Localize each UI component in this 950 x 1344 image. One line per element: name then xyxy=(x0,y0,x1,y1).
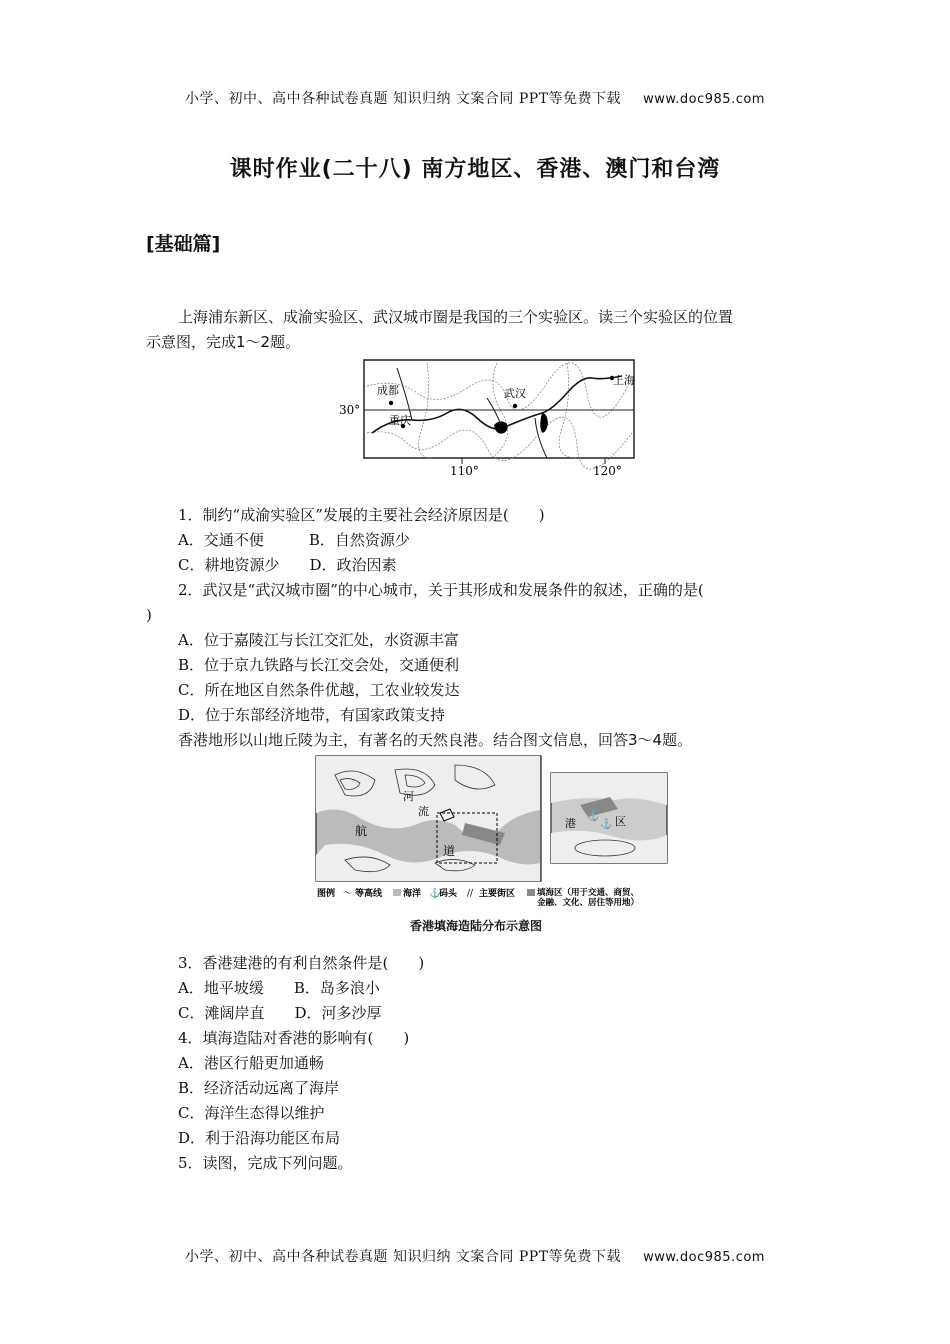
q2-stem: 2．武汉是“武汉城市圈”的中心城市，关于其形成和发展条件的叙述，正确的是( xyxy=(178,581,704,599)
anchor-icon: ⚓ xyxy=(587,811,600,822)
label-he: 河 xyxy=(403,790,414,803)
page-footer xyxy=(0,1246,950,1266)
lat30-label: 30° xyxy=(339,403,361,417)
anchor-icon: ⚓ xyxy=(600,819,613,830)
header-url[interactable]: www.doc985.com xyxy=(643,92,765,107)
q4-option-d: D．利于沿海功能区布局 xyxy=(178,1129,341,1147)
q2-option-a: A．位于嘉陵江与长江交汇处，水资源丰富 xyxy=(178,631,459,649)
legend-reclaim-1: 填海区（用于交通、商贸、 xyxy=(537,888,640,898)
legend-reclaim-2: 金融、文化、居住等用地） xyxy=(537,898,640,907)
q3-options-ab: A．地平坡缓 B．岛多浪小 xyxy=(178,979,380,997)
label-hang: 航 xyxy=(355,824,368,838)
q2-option-d: D．位于东部经济地带，有国家政策支持 xyxy=(178,706,446,724)
intro1-line2: 示意图，完成1～2题。 xyxy=(146,333,301,351)
q3-stem: 3．香港建港的有利自然条件是( ) xyxy=(178,954,425,972)
footer-url[interactable]: www.doc985.com xyxy=(643,1250,765,1265)
q2-option-b: B．位于京九铁路与长江交会处，交通便利 xyxy=(178,656,460,674)
legend-ocean-swatch xyxy=(393,889,401,896)
q1-options-cd: C．耕地资源少 D．政治因素 xyxy=(178,556,397,574)
header-text: 小学、初中、高中各种试卷真题 知识归纳 文案合同 PPT等免费下载 xyxy=(185,91,622,107)
q1-stem: 1．制约“成渝实验区”发展的主要社会经济原因是( ) xyxy=(178,506,545,524)
q4-stem: 4．填海造陆对香港的影响有( ) xyxy=(178,1029,410,1047)
chengdu-label: 成都 xyxy=(377,384,399,397)
section-heading: [基础篇] xyxy=(146,233,221,255)
footer-text: 小学、初中、高中各种试卷真题 知识归纳 文案合同 PPT等免费下载 xyxy=(185,1249,622,1265)
map1-frame xyxy=(364,360,634,458)
chengdu-city-dot xyxy=(389,401,393,405)
legend-ocean: 海洋 xyxy=(403,889,422,899)
legend-reclaim-swatch xyxy=(527,889,535,896)
label-qu: 区 xyxy=(615,815,626,828)
legend-contour: 等高线 xyxy=(355,889,383,899)
hongkong-reclamation-map xyxy=(315,755,669,907)
legend-wharf: 码头 xyxy=(439,889,458,899)
intro1-line1: 上海浦东新区、成渝实验区、武汉城市圈是我国的三个实验区。读三个实验区的位置 xyxy=(178,308,734,326)
lon110-label: 110° xyxy=(450,464,479,478)
label-dao: 道 xyxy=(443,844,456,858)
q4-option-a: A．港区行船更加通畅 xyxy=(178,1054,324,1072)
label-gang: 港 xyxy=(565,817,576,830)
wuhan-city-dot xyxy=(513,404,517,408)
q4-option-c: C．海洋生态得以维护 xyxy=(178,1104,325,1122)
label-liu: 流 xyxy=(418,805,429,818)
experimental-zones-map xyxy=(337,358,637,478)
q2-option-c: C．所在地区自然条件优越，工农业较发达 xyxy=(178,681,460,699)
shanghai-label: 上海 xyxy=(613,374,635,387)
legend-street: 主要街区 xyxy=(479,889,516,899)
intro2: 香港地形以山地丘陵为主，有著名的天然良港。结合图文信息，回答3～4题。 xyxy=(178,731,693,749)
legend-contour-icon: 〜 xyxy=(343,889,353,899)
q4-option-b: B．经济活动远离了海岸 xyxy=(178,1079,340,1097)
legend-title: 图例 xyxy=(317,889,336,899)
page-title: 课时作业(二十八) 南方地区、香港、澳门和台湾 xyxy=(229,157,721,182)
legend-street-icon: // xyxy=(467,889,474,899)
map2-caption: 香港填海造陆分布示意图 xyxy=(410,919,543,933)
q2-stem-cont: ) xyxy=(146,606,152,624)
page-header xyxy=(0,88,950,108)
q5-stem: 5．读图，完成下列问题。 xyxy=(178,1154,353,1172)
lon120-label: 120° xyxy=(593,464,622,478)
legend-anchor-icon: ⚓ xyxy=(429,889,441,899)
q1-options-ab: A．交通不便 B．自然资源少 xyxy=(178,531,410,549)
chongqing-label: 重庆 xyxy=(389,414,411,427)
wuhan-label: 武汉 xyxy=(504,387,526,400)
q3-options-cd: C．滩阔岸直 D．河多沙厚 xyxy=(178,1004,382,1022)
